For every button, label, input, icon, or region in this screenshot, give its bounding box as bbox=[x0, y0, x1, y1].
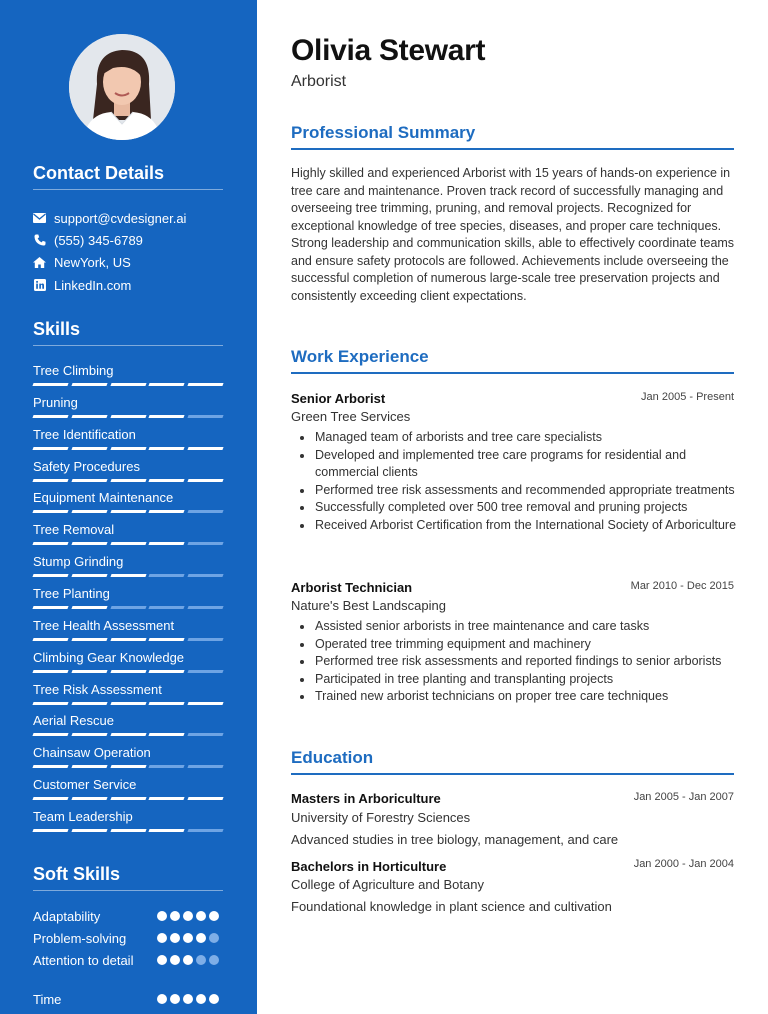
skill-level-segment bbox=[110, 606, 146, 609]
skill-level-segment bbox=[71, 415, 107, 418]
candidate-role: Arborist bbox=[291, 73, 347, 90]
list-item: Received Arborist Certification from the International Society of Arboriculture bbox=[297, 517, 737, 535]
summary-title: Professional Summary bbox=[291, 123, 476, 142]
skill-level-segment bbox=[149, 510, 185, 513]
list-item: Operated tree trimming equipment and machinery bbox=[297, 636, 737, 654]
skill-level-bar bbox=[33, 829, 223, 832]
skill-item bbox=[33, 522, 223, 538]
skill-level-segment bbox=[71, 542, 107, 545]
skill-label: Aerial Rescue bbox=[33, 713, 114, 729]
skill-level-segment bbox=[32, 415, 68, 418]
skill-label: Pruning bbox=[33, 394, 78, 410]
skill-level-segment bbox=[71, 797, 107, 800]
skill-level-segment bbox=[110, 733, 146, 736]
skill-label: Customer Service bbox=[33, 777, 137, 792]
soft-skills-title: Soft Skills bbox=[33, 864, 121, 884]
skill-level-segment bbox=[188, 606, 224, 609]
job-2-title: Arborist Technician bbox=[291, 580, 413, 595]
skill-item bbox=[33, 682, 223, 698]
skill-level-segment bbox=[188, 479, 224, 482]
rating-dot bbox=[183, 955, 193, 965]
contact-divider bbox=[33, 189, 223, 190]
soft-skill-label: Adaptability bbox=[33, 909, 101, 924]
skill-level-segment bbox=[32, 447, 68, 450]
edu-1-dates: Jan 2005 - Jan 2007 bbox=[633, 791, 734, 803]
skill-level-segment bbox=[110, 510, 146, 513]
rating-dot bbox=[157, 955, 167, 965]
skill-item bbox=[33, 459, 223, 475]
skill-level-segment bbox=[149, 606, 185, 609]
soft-skill-label: Attention to detail bbox=[33, 953, 134, 968]
skill-level-segment bbox=[71, 702, 107, 705]
rating-dot bbox=[157, 933, 167, 943]
skill-level-segment bbox=[188, 447, 224, 450]
skill-item bbox=[33, 650, 223, 666]
job-1-title: Senior Arborist bbox=[291, 391, 386, 406]
skill-label: Team Leadership bbox=[33, 808, 133, 824]
skill-level-bar bbox=[33, 733, 223, 736]
skill-label: Climbing Gear Knowledge bbox=[33, 649, 185, 665]
contact-linkedin-text: LinkedIn.com bbox=[54, 277, 132, 293]
summary-text: Highly skilled and experienced Arborist with 15 years of hands-on experience in tree care and maintenance. Proven track record of successfully managing and overseeing tree trimming, pruning, and removal projects. Recognized for exceptional knowledge of tree species, diseases, and proper care techniques. Strong leadership and communication skills, able to effectively coordinate teams and ensure safety protocols are followed. Achievements include overseeing the successful completion of numerous large-scale tree preservation projects and consistently exceeding client expectations. bbox=[291, 166, 735, 303]
skill-item bbox=[33, 395, 223, 411]
skill-level-segment bbox=[71, 733, 107, 736]
skill-item bbox=[33, 586, 223, 602]
skill-level-bar bbox=[33, 383, 223, 386]
list-item: Performed tree risk assessments and recommended appropriate treatments bbox=[297, 482, 737, 500]
skill-level-segment bbox=[32, 510, 68, 513]
skill-level-segment bbox=[71, 765, 107, 768]
skill-level-segment bbox=[71, 447, 107, 450]
skill-level-segment bbox=[149, 765, 185, 768]
skill-level-segment bbox=[71, 479, 107, 482]
contact-phone-text: (555) 345-6789 bbox=[54, 232, 143, 248]
skill-level-segment bbox=[149, 383, 185, 386]
rating-dot bbox=[157, 911, 167, 921]
skill-level-bar bbox=[33, 447, 223, 450]
soft-skills-divider bbox=[33, 890, 223, 891]
skill-level-segment bbox=[110, 479, 146, 482]
skill-label: Tree Removal bbox=[33, 522, 115, 538]
contact-phone[interactable] bbox=[33, 231, 143, 249]
skill-level-segment bbox=[71, 383, 107, 386]
soft-skill-label: Problem-solving bbox=[33, 931, 127, 946]
education-title: Education bbox=[291, 748, 374, 767]
skill-level-bar bbox=[33, 574, 223, 577]
skill-level-segment bbox=[32, 606, 68, 609]
skill-level-segment bbox=[71, 606, 107, 609]
rating-dot bbox=[183, 911, 193, 921]
skill-level-segment bbox=[188, 542, 224, 545]
skill-level-segment bbox=[149, 415, 185, 418]
job-2-bullets bbox=[297, 618, 737, 706]
skill-level-segment bbox=[110, 447, 146, 450]
skill-level-segment bbox=[188, 510, 224, 513]
skill-level-segment bbox=[110, 829, 146, 832]
skill-level-segment bbox=[149, 670, 185, 673]
skill-label: Tree Health Assessment bbox=[33, 617, 175, 633]
rating-dot bbox=[183, 994, 193, 1004]
skill-level-bar bbox=[33, 765, 223, 768]
rating-dot bbox=[170, 933, 180, 943]
skill-label: Chainsaw Operation bbox=[33, 745, 151, 761]
skill-level-segment bbox=[110, 415, 146, 418]
skill-level-segment bbox=[32, 479, 68, 482]
envelope-icon bbox=[33, 212, 46, 225]
edu-2-dates: Jan 2000 - Jan 2004 bbox=[633, 858, 734, 870]
rating-dot bbox=[170, 955, 180, 965]
edu-2-degree: Bachelors in Horticulture bbox=[291, 859, 447, 874]
skill-level-segment bbox=[32, 733, 68, 736]
skill-level-segment bbox=[149, 638, 185, 641]
skill-level-bar bbox=[33, 510, 223, 513]
job-1-dates: Jan 2005 - Present bbox=[641, 391, 734, 403]
soft-skill-rating bbox=[157, 911, 219, 921]
rating-dot bbox=[209, 911, 219, 921]
skill-level-segment bbox=[110, 542, 146, 545]
skill-level-segment bbox=[110, 797, 146, 800]
rating-dot bbox=[196, 994, 206, 1004]
skill-level-segment bbox=[188, 574, 224, 577]
skill-label: Equipment Maintenance bbox=[33, 490, 174, 506]
skill-level-segment bbox=[71, 574, 107, 577]
skill-level-segment bbox=[188, 415, 224, 418]
linkedin-icon bbox=[33, 279, 46, 292]
skill-level-segment bbox=[110, 383, 146, 386]
skill-item bbox=[33, 363, 223, 379]
edu-1-desc: Advanced studies in tree biology, management, and care bbox=[291, 832, 619, 847]
rating-dot bbox=[196, 933, 206, 943]
skill-label: Tree Identification bbox=[33, 426, 136, 442]
skill-level-bar bbox=[33, 542, 223, 545]
skill-level-segment bbox=[32, 383, 68, 386]
contact-linkedin[interactable] bbox=[33, 276, 131, 294]
skill-item bbox=[33, 809, 223, 825]
rating-dot bbox=[157, 994, 167, 1004]
rating-dot bbox=[170, 911, 180, 921]
rating-dot bbox=[170, 994, 180, 1004]
job-1-bullets bbox=[297, 429, 737, 534]
contact-location bbox=[33, 253, 131, 271]
skill-item bbox=[33, 554, 223, 570]
list-item: Participated in tree planting and transplanting projects bbox=[297, 671, 737, 689]
skill-level-segment bbox=[188, 383, 224, 386]
edu-2-desc: Foundational knowledge in plant science and cultivation bbox=[291, 899, 612, 914]
skill-item bbox=[33, 618, 223, 634]
edu-1-school: University of Forestry Sciences bbox=[291, 810, 471, 825]
skill-level-bar bbox=[33, 702, 223, 705]
skill-level-segment bbox=[149, 733, 185, 736]
phone-icon bbox=[33, 234, 46, 247]
skill-level-segment bbox=[188, 797, 224, 800]
skills-title: Skills bbox=[33, 319, 81, 339]
rating-dot bbox=[209, 933, 219, 943]
skill-level-segment bbox=[188, 765, 224, 768]
skill-level-segment bbox=[188, 733, 224, 736]
sidebar bbox=[0, 0, 257, 1014]
rating-dot bbox=[196, 911, 206, 921]
rating-dot bbox=[196, 955, 206, 965]
list-item: Managed team of arborists and tree care specialists bbox=[297, 429, 737, 447]
candidate-name: Olivia Stewart bbox=[291, 34, 486, 67]
edu-2-school: College of Agriculture and Botany bbox=[291, 877, 484, 892]
skill-level-segment bbox=[149, 574, 185, 577]
skill-level-segment bbox=[71, 510, 107, 513]
skill-label: Stump Grinding bbox=[33, 554, 124, 570]
soft-skill-rating bbox=[157, 994, 219, 1004]
rating-dot bbox=[183, 933, 193, 943]
skill-level-segment bbox=[32, 670, 68, 673]
skill-label: Safety Procedures bbox=[33, 458, 140, 474]
job-1-org: Green Tree Services bbox=[291, 409, 411, 424]
skill-label: Tree Risk Assessment bbox=[33, 681, 162, 697]
skill-level-segment bbox=[188, 829, 224, 832]
skill-level-segment bbox=[188, 638, 224, 641]
skill-level-bar bbox=[33, 479, 223, 482]
skill-level-bar bbox=[33, 415, 223, 418]
skill-level-bar bbox=[33, 797, 223, 800]
skill-level-bar bbox=[33, 638, 223, 641]
skill-label: Tree Climbing bbox=[33, 363, 114, 378]
skill-level-segment bbox=[149, 797, 185, 800]
rating-dot bbox=[209, 994, 219, 1004]
skill-item bbox=[33, 490, 223, 506]
list-item: Assisted senior arborists in tree maintenance and care tasks bbox=[297, 618, 737, 636]
home-icon bbox=[33, 256, 46, 269]
skill-level-segment bbox=[110, 638, 146, 641]
skill-level-segment bbox=[149, 702, 185, 705]
skill-level-segment bbox=[32, 638, 68, 641]
skill-level-segment bbox=[32, 574, 68, 577]
skill-level-segment bbox=[32, 797, 68, 800]
skill-level-segment bbox=[32, 829, 68, 832]
list-item: Developed and implemented tree care programs for residential and commercial clients bbox=[297, 447, 737, 482]
list-item: Trained new arborist technicians on proper tree care techniques bbox=[297, 688, 737, 706]
edu-1-degree: Masters in Arboriculture bbox=[291, 791, 441, 806]
skill-level-segment bbox=[110, 574, 146, 577]
contact-email[interactable] bbox=[33, 209, 186, 227]
experience-divider bbox=[291, 372, 734, 374]
skill-level-segment bbox=[149, 829, 185, 832]
contact-location-text: NewYork, US bbox=[54, 254, 131, 270]
skill-level-segment bbox=[110, 702, 146, 705]
list-item: Successfully completed over 500 tree removal and pruning projects bbox=[297, 499, 737, 517]
skill-level-segment bbox=[149, 447, 185, 450]
skill-level-segment bbox=[188, 702, 224, 705]
skill-level-segment bbox=[71, 638, 107, 641]
skill-item bbox=[33, 745, 223, 761]
contact-email-text: support@cvdesigner.ai bbox=[54, 210, 187, 226]
skill-level-segment bbox=[32, 542, 68, 545]
skill-level-segment bbox=[32, 765, 68, 768]
skill-item bbox=[33, 777, 223, 793]
skill-level-segment bbox=[110, 765, 146, 768]
skill-label: Tree Planting bbox=[33, 586, 110, 601]
skill-level-segment bbox=[71, 829, 107, 832]
skill-item bbox=[33, 713, 223, 729]
skill-level-segment bbox=[149, 542, 185, 545]
soft-skill-rating bbox=[157, 933, 219, 943]
skill-level-segment bbox=[71, 670, 107, 673]
skill-level-segment bbox=[188, 670, 224, 673]
skill-level-segment bbox=[32, 702, 68, 705]
experience-title: Work Experience bbox=[291, 347, 429, 366]
skill-level-bar bbox=[33, 670, 223, 673]
skill-level-segment bbox=[110, 670, 146, 673]
job-2-dates: Mar 2010 - Dec 2015 bbox=[630, 580, 734, 592]
list-item: Performed tree risk assessments and reported findings to senior arborists bbox=[297, 653, 737, 671]
skill-item bbox=[33, 427, 223, 443]
skills-divider bbox=[33, 345, 223, 346]
soft-skill-label: Time bbox=[33, 992, 62, 1007]
education-divider bbox=[291, 773, 734, 775]
job-2-org: Nature's Best Landscaping bbox=[291, 598, 446, 613]
skill-level-bar bbox=[33, 606, 223, 609]
rating-dot bbox=[209, 955, 219, 965]
soft-skill-rating bbox=[157, 955, 219, 965]
avatar bbox=[69, 34, 175, 140]
skill-level-segment bbox=[149, 479, 185, 482]
contact-title: Contact Details bbox=[33, 163, 165, 183]
summary-divider bbox=[291, 148, 734, 150]
